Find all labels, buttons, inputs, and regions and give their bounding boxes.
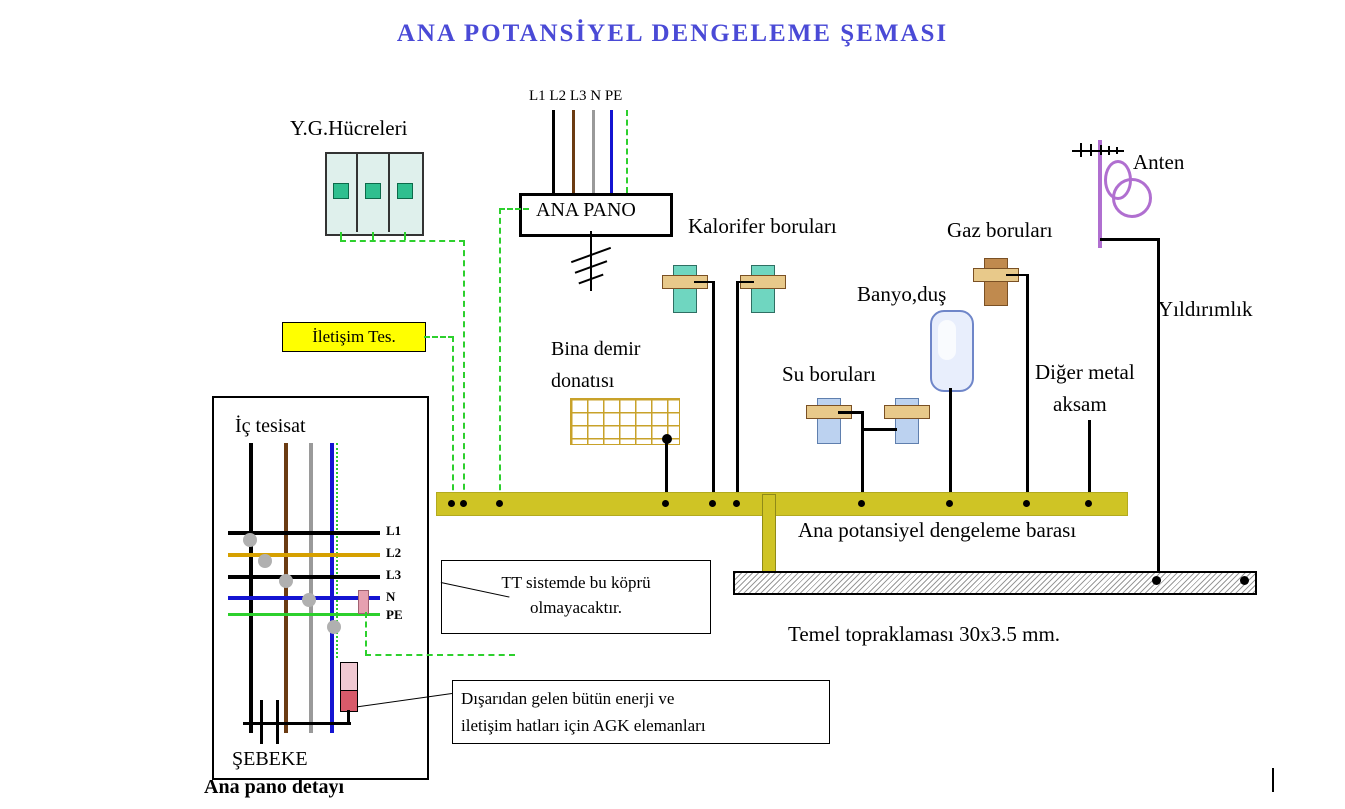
- detail-rail-l2: [228, 553, 380, 557]
- kalorifer-pipe-2: [751, 265, 775, 313]
- busbar-dot-9: [1023, 500, 1030, 507]
- pen-bridge: [358, 590, 369, 614]
- detail-vertical-l3: [309, 443, 313, 733]
- kalorifer-bond-link-1: [694, 281, 714, 283]
- yg-cell-earth-down: [463, 240, 465, 510]
- su-clamp-2: [884, 405, 930, 419]
- tank-highlight: [938, 320, 956, 360]
- yg-cell-indicator-1: [333, 183, 349, 199]
- detail-rail-l3: [228, 575, 380, 579]
- foundation-dot-right: [1152, 576, 1161, 585]
- feeder-l1: [552, 110, 555, 193]
- note-agk-line-1: Dışarıdan gelen bütün enerji ve: [461, 689, 675, 708]
- detail-pe-out-horizontal: [365, 654, 515, 656]
- label-ic-tesisat: İç tesisat: [235, 415, 306, 437]
- gaz-bond-link: [1006, 274, 1028, 276]
- busbar-dot-5: [709, 500, 716, 507]
- kalorifer-bond-link-2: [736, 281, 754, 283]
- label-donatisi: donatısı: [551, 370, 615, 392]
- label-aksam: aksam: [1053, 392, 1107, 416]
- feeder-pe: [626, 110, 628, 193]
- busbar-dot-10: [1085, 500, 1092, 507]
- yg-cell-earth-2: [372, 232, 374, 240]
- label-banyo-dus: Banyo,duş: [857, 282, 947, 306]
- detail-vertical-l1: [249, 443, 253, 733]
- label-yg-cells: Y.G.Hücreleri: [290, 116, 408, 140]
- page-title: ANA POTANSİYEL DENGELEME ŞEMASI: [396, 20, 949, 47]
- detail-rail-label-l2: L2: [386, 545, 402, 560]
- feeder-n: [610, 110, 613, 193]
- busbar-dot-8: [946, 500, 953, 507]
- detail-terminal-4: [302, 593, 316, 607]
- agk-indicator: [340, 690, 358, 712]
- foundation-dot-end: [1240, 576, 1249, 585]
- note-tt-box: [441, 560, 711, 634]
- panel-pe-down: [499, 208, 501, 510]
- text-cursor: [1272, 768, 1274, 792]
- sebeke-incomer-1: [260, 700, 263, 744]
- antenna-element-1: [1080, 143, 1082, 157]
- main-panel-earth-stem: [590, 231, 592, 291]
- yg-cell-divider-1: [356, 152, 358, 232]
- note-agk-box: [452, 680, 830, 744]
- antenna-element-2: [1090, 144, 1092, 156]
- detail-vertical-n: [330, 443, 334, 733]
- gaz-pipe: [984, 258, 1008, 306]
- yg-cell-divider-2: [388, 152, 390, 232]
- label-su-borulari: Su boruları: [782, 362, 876, 386]
- yg-cell-earth-3: [404, 232, 406, 240]
- antenna-element-5: [1116, 147, 1118, 154]
- label-busbar: Ana potansiyel dengeleme barası: [798, 518, 1077, 542]
- label-bina-demir: Bina demir: [551, 338, 641, 360]
- yg-cell-indicator-2: [365, 183, 381, 199]
- gaz-bond: [1026, 274, 1029, 510]
- antenna-loop-2: [1112, 178, 1152, 218]
- busbar-dot-1: [448, 500, 455, 507]
- foundation-earth-electrode: [733, 571, 1257, 595]
- busbar-dot-4: [662, 500, 669, 507]
- label-temel: Temel topraklaması 30x3.5 mm.: [788, 622, 1061, 646]
- busbar-dot-2: [460, 500, 467, 507]
- su-bond-link-2: [861, 428, 897, 431]
- yg-cell-earth-1: [340, 232, 342, 240]
- yg-cell-indicator-3: [397, 183, 413, 199]
- antenna-element-3: [1100, 145, 1102, 155]
- antenna-element-4: [1108, 146, 1110, 155]
- detail-rail-label-l1: L1: [386, 523, 402, 538]
- sebeke-incomer-2: [276, 700, 279, 744]
- yg-cell-earth-bus: [340, 240, 465, 242]
- antenna-earth-link: [1100, 238, 1160, 241]
- detail-pe-out-vertical: [365, 612, 367, 656]
- note-tt-line-2: olmayacaktır.: [529, 597, 623, 617]
- detail-terminal-5: [327, 620, 341, 634]
- antenna-mast: [1098, 140, 1102, 248]
- label-ana-pano-detayi: Ana pano detayı: [204, 776, 345, 798]
- label-phases: L1 L2 L3 N PE: [529, 88, 623, 104]
- label-iletisim-box: İletişim Tes.: [282, 322, 426, 352]
- iletisim-link: [424, 336, 454, 338]
- detail-terminal-3: [279, 574, 293, 588]
- detail-terminal-1: [243, 533, 257, 547]
- detail-rail-label-pe: PE: [386, 607, 403, 622]
- lightning-down-conductor: [1157, 238, 1160, 578]
- busbar-dot-3: [496, 500, 503, 507]
- iletisim-down: [452, 336, 454, 510]
- busbar-dot-7: [858, 500, 865, 507]
- detail-rail-label-n: N: [386, 589, 396, 604]
- label-yildirimlik: Yıldırımlık: [1158, 297, 1253, 321]
- detail-vertical-l2: [284, 443, 288, 733]
- label-main-panel: ANA PANO: [536, 199, 636, 221]
- note-agk-line-2: iletişim hatları için AGK elemanları: [461, 715, 706, 735]
- kalorifer-bond-1: [712, 281, 715, 510]
- busbar-dot-6: [733, 500, 740, 507]
- panel-pe-link: [499, 208, 529, 210]
- label-gaz: Gaz boruları: [947, 218, 1053, 242]
- kalorifer-pipe-1: [673, 265, 697, 313]
- label-sebeke: ŞEBEKE: [232, 748, 308, 770]
- note-tt-line-1: TT sistemde bu köprü: [501, 573, 651, 592]
- feeder-l2: [572, 110, 575, 193]
- label-diger-metal: Diğer metal: [1035, 360, 1135, 384]
- kalorifer-bond-2: [736, 281, 739, 510]
- label-kalorifer: Kalorifer boruları: [688, 214, 837, 238]
- label-anten: Anten: [1133, 150, 1185, 174]
- detail-rail-label-l3: L3: [386, 567, 402, 582]
- detail-terminal-2: [258, 554, 272, 568]
- feeder-l3: [592, 110, 595, 193]
